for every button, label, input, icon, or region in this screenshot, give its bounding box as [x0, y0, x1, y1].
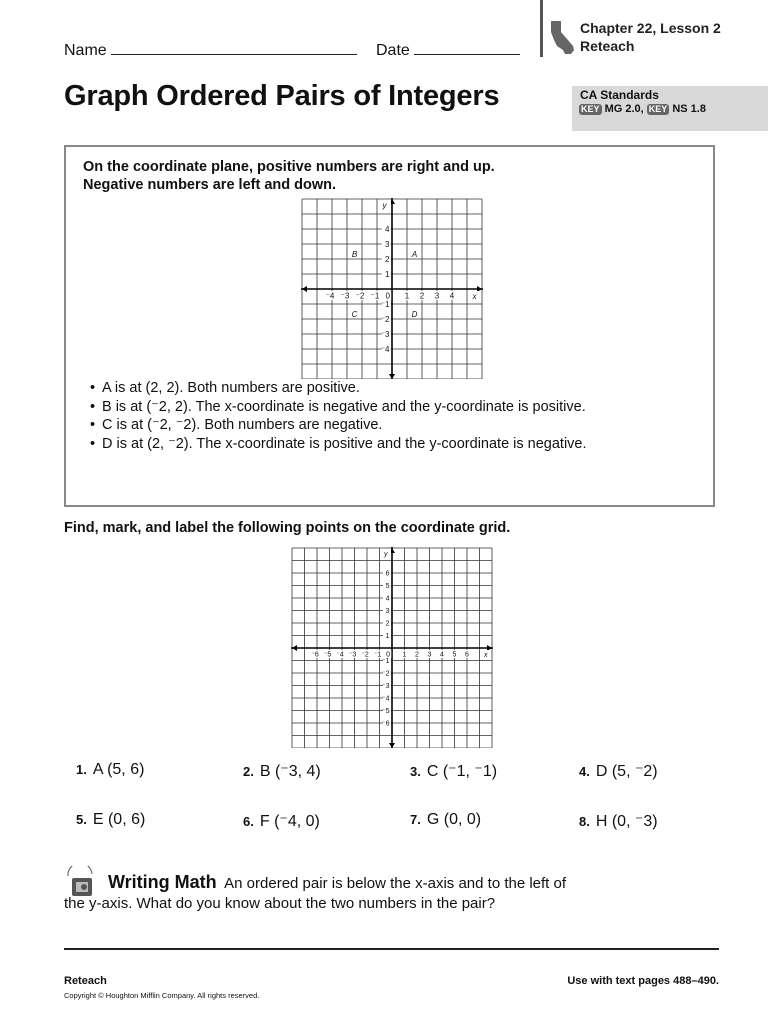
x-tick-label: ⁻4: [325, 291, 335, 301]
california-icon: [548, 20, 578, 56]
example-coordinate-grid: [300, 197, 484, 379]
standard-mg: MG 2.0,: [604, 103, 644, 115]
point-d: D: [411, 310, 418, 319]
practice-coordinate-grid[interactable]: [290, 546, 496, 748]
y-tick-label: ⁻2: [380, 314, 390, 324]
x-tick-label: 1: [402, 651, 407, 659]
arrow-left-icon: [292, 645, 297, 651]
date-label: Date: [376, 42, 410, 59]
y-tick-label: ⁻4: [381, 695, 390, 703]
chapter-label: [580, 19, 721, 55]
y-axis-label: y: [384, 551, 388, 558]
exercise-7: [410, 811, 481, 829]
exercise-number: 6.: [243, 814, 254, 829]
bullet-point-c: • C is at (⁻2, ⁻2). Both numbers are negative.: [90, 416, 590, 435]
y-tick-label: ⁻6: [381, 720, 390, 728]
point-b: B: [351, 250, 358, 259]
date-field[interactable]: [376, 40, 520, 60]
x-axis-label: x: [472, 292, 477, 301]
bullet-point-d: • D is at (2, ⁻2). The x-coordinate is positive and the y-coordinate is negative.: [90, 435, 590, 454]
name-line[interactable]: [111, 40, 357, 55]
exercise-1: [76, 761, 144, 779]
intro-text: [83, 158, 495, 194]
writing-math-text: An ordered pair is below the x-axis and to the left of the y-axis. What do you know about the two numbers in the pair?: [64, 875, 567, 912]
standards-title: CA Standards: [580, 88, 659, 102]
exercise-3: [410, 761, 497, 781]
y-tick-label: 3: [385, 607, 390, 615]
y-tick-label: 1: [385, 632, 390, 640]
y-tick-label: 3: [385, 239, 390, 249]
x-tick-label: ⁻3: [348, 651, 357, 659]
y-tick-label: ⁻1: [380, 299, 390, 309]
section-label: Reteach: [580, 38, 635, 54]
exercise-number: 1.: [76, 762, 87, 777]
x-tick-label: 4: [440, 651, 444, 659]
exercise-number: 7.: [410, 812, 421, 827]
footer-rule: [64, 948, 719, 950]
exercise-text: A (5, 6): [92, 761, 145, 778]
y-axis-label: y: [382, 201, 387, 210]
x-tick-label: 2: [415, 651, 419, 659]
intro-line-1: On the coordinate plane, positive numbers are right and up.: [83, 159, 495, 175]
writing-math-title: Writing Math: [108, 872, 217, 892]
standards-list: [579, 103, 706, 115]
x-tick-label: ⁻5: [323, 651, 332, 659]
x-tick-label: 6: [465, 651, 469, 659]
exercise-number: 2.: [243, 764, 254, 779]
exercise-text: F (⁻4, 0): [259, 813, 320, 830]
page-title: Graph Ordered Pairs of Integers: [64, 80, 500, 112]
x-tick-label: 2: [419, 291, 425, 301]
point-c: C: [351, 310, 358, 319]
x-tick-label: ⁻2: [355, 291, 365, 301]
x-tick-label: ⁻3: [340, 291, 350, 301]
y-tick-label: ⁻3: [381, 682, 390, 690]
footer-section: Reteach: [64, 975, 107, 987]
y-tick-label: ⁻5: [381, 707, 390, 715]
instructions: Find, mark, and label the following points on the coordinate grid.: [64, 520, 511, 536]
y-tick-label: ⁻2: [381, 670, 390, 678]
writing-math-prompt: [64, 872, 574, 914]
standard-ns: NS 1.8: [672, 103, 706, 115]
name-field[interactable]: [64, 40, 357, 60]
x-tick-label: 5: [452, 651, 457, 659]
x-tick-label: 4: [449, 291, 455, 301]
exercise-8: [579, 811, 658, 831]
bullet-point-a: • A is at (2, 2). Both numbers are positive.: [90, 379, 590, 398]
y-tick-label: 4: [385, 224, 390, 234]
y-tick-label: 1: [385, 269, 390, 279]
y-tick-label: 2: [385, 254, 390, 264]
y-tick-label: ⁻3: [380, 329, 390, 339]
y-tick-label: ⁻1: [381, 657, 390, 665]
origin-label: 0: [386, 651, 390, 659]
x-tick-label: 3: [434, 291, 440, 301]
name-label: Name: [64, 42, 107, 59]
x-tick-label: ⁻6: [311, 651, 319, 659]
exercise-number: 4.: [579, 764, 590, 779]
exercise-text: C (⁻1, ⁻1): [426, 763, 498, 780]
y-tick-label: 4: [385, 595, 390, 603]
chapter-lesson: Chapter 22, Lesson 2: [580, 20, 721, 36]
exercise-4: [579, 761, 658, 781]
point-explanations: [90, 379, 590, 453]
point-a: A: [411, 250, 418, 259]
bullet-point-b: • B is at (⁻2, 2). The x-coordinate is negative and the y-coordinate is positive.: [90, 398, 590, 417]
exercise-6: [243, 811, 320, 831]
key-badge: KEY: [581, 104, 600, 114]
exercise-text: D (5, ⁻2): [595, 763, 658, 780]
exercise-text: G (0, 0): [426, 811, 482, 828]
exercise-2: [243, 761, 321, 781]
origin-label: 0: [385, 291, 390, 301]
key-badge: KEY: [648, 104, 668, 114]
x-tick-label: 1: [404, 291, 410, 301]
date-line[interactable]: [414, 40, 520, 55]
exercise-number: 3.: [410, 764, 421, 779]
footer-pages: Use with text pages 488–490.: [567, 975, 719, 987]
x-axis-label: x: [484, 652, 488, 659]
exercise-text: B (⁻3, 4): [259, 763, 321, 780]
exercise-number: 8.: [579, 814, 590, 829]
exercise-text: E (0, 6): [92, 811, 146, 828]
arrow-left-icon: [302, 286, 307, 292]
x-tick-label: ⁻1: [370, 291, 380, 301]
y-tick-label: 2: [385, 620, 390, 628]
x-tick-label: 3: [427, 651, 432, 659]
y-tick-label: 5: [385, 582, 390, 590]
exercise-number: 5.: [76, 812, 87, 827]
standards-box: [572, 86, 768, 131]
exercise-text: H (0, ⁻3): [595, 813, 658, 830]
exercise-5: [76, 811, 145, 829]
x-tick-label: ⁻4: [336, 651, 344, 659]
arrow-down-icon: [389, 743, 395, 748]
intro-line-2: Negative numbers are left and down.: [83, 177, 336, 193]
x-tick-label: ⁻2: [361, 651, 369, 659]
y-tick-label: 6: [385, 570, 390, 578]
header-divider: [540, 0, 543, 57]
x-tick-label: ⁻1: [373, 651, 382, 659]
copyright: Copyright © Houghton Mifflin Company. All rights reserved.: [64, 991, 260, 1000]
y-tick-label: ⁻4: [380, 344, 390, 354]
